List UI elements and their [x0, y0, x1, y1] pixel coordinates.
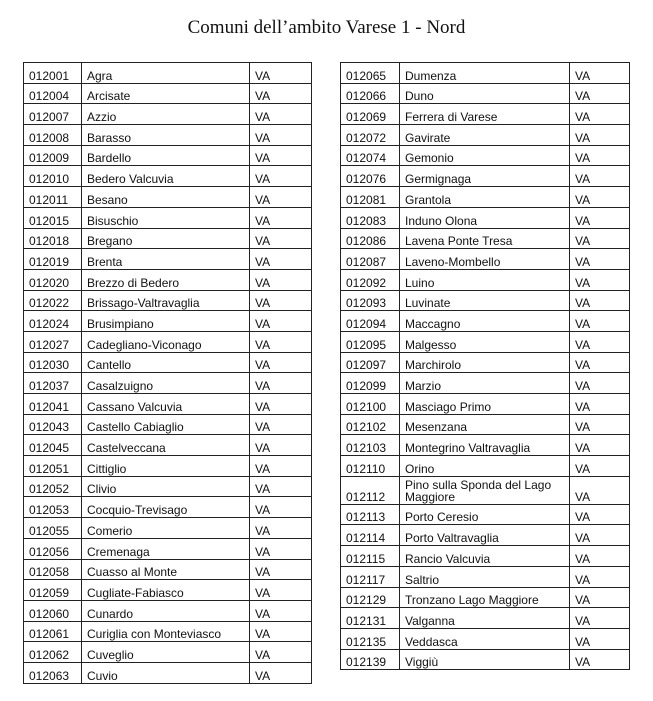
istat-code-cell: 012063 — [24, 662, 82, 683]
table-row — [341, 187, 630, 208]
table-row — [341, 249, 630, 270]
province-cell: VA — [250, 249, 312, 270]
istat-code-cell: 012018 — [24, 228, 82, 249]
istat-code-cell: 012027 — [24, 331, 82, 352]
istat-code-cell: 012095 — [341, 331, 400, 352]
table-row — [24, 642, 312, 663]
province-cell: VA — [570, 207, 630, 228]
table-row — [24, 83, 312, 104]
municipality-name-cell: Bisuschio — [82, 207, 250, 228]
municipality-name-cell: Brissago-Valtravaglia — [82, 290, 250, 311]
province-cell: VA — [250, 538, 312, 559]
province-cell: VA — [570, 587, 630, 608]
istat-code-cell: 012051 — [24, 456, 82, 477]
province-cell: VA — [570, 628, 630, 649]
municipality-name-cell: Brezzo di Bedero — [82, 269, 250, 290]
table-row — [24, 125, 312, 146]
municipality-name-cell: Brenta — [82, 249, 250, 270]
istat-code-cell: 012129 — [341, 587, 400, 608]
province-cell: VA — [250, 518, 312, 539]
province-cell: VA — [250, 394, 312, 415]
table-row — [24, 207, 312, 228]
istat-code-cell: 012053 — [24, 497, 82, 518]
istat-code-cell: 012022 — [24, 290, 82, 311]
istat-code-cell: 012065 — [341, 63, 400, 84]
table-row — [24, 373, 312, 394]
table-row — [24, 621, 312, 642]
table-row — [341, 414, 630, 435]
municipality-name-cell: Castelveccana — [82, 435, 250, 456]
province-cell: VA — [570, 83, 630, 104]
table-row — [24, 497, 312, 518]
table-row — [24, 394, 312, 415]
province-cell: VA — [570, 187, 630, 208]
province-cell: VA — [250, 331, 312, 352]
municipality-name-cell: Casalzuigno — [82, 373, 250, 394]
istat-code-cell: 012037 — [24, 373, 82, 394]
province-cell: VA — [570, 525, 630, 546]
istat-code-cell: 012102 — [341, 414, 400, 435]
istat-code-cell: 012011 — [24, 187, 82, 208]
table-row — [24, 600, 312, 621]
table-row — [341, 63, 630, 84]
municipality-name-cell: Montegrino Valtravaglia — [400, 435, 570, 456]
istat-code-cell: 012074 — [341, 145, 400, 166]
province-cell: VA — [250, 166, 312, 187]
municipality-name-cell: Comerio — [82, 518, 250, 539]
municipality-name-cell: Veddasca — [400, 628, 570, 649]
municipality-name-cell: Bardello — [82, 145, 250, 166]
municipality-name-cell: Cuveglio — [82, 642, 250, 663]
province-cell: VA — [250, 600, 312, 621]
istat-code-cell: 012055 — [24, 518, 82, 539]
istat-code-cell: 012052 — [24, 476, 82, 497]
istat-code-cell: 012139 — [341, 649, 400, 670]
table-row — [341, 394, 630, 415]
province-cell: VA — [250, 435, 312, 456]
table-row — [341, 628, 630, 649]
province-cell: VA — [570, 269, 630, 290]
province-cell: VA — [570, 228, 630, 249]
istat-code-cell: 012060 — [24, 600, 82, 621]
province-cell: VA — [250, 352, 312, 373]
istat-code-cell: 012009 — [24, 145, 82, 166]
istat-code-cell: 012019 — [24, 249, 82, 270]
table-row — [341, 83, 630, 104]
istat-code-cell: 012066 — [341, 83, 400, 104]
province-cell: VA — [250, 311, 312, 332]
municipality-name-cell: Cunardo — [82, 600, 250, 621]
province-cell: VA — [570, 566, 630, 587]
province-cell: VA — [250, 456, 312, 477]
municipality-name-cell: Castello Cabiaglio — [82, 414, 250, 435]
table-row — [24, 538, 312, 559]
province-cell: VA — [250, 497, 312, 518]
table-row — [24, 166, 312, 187]
istat-code-cell: 012076 — [341, 166, 400, 187]
table-row — [24, 311, 312, 332]
province-cell: VA — [250, 228, 312, 249]
istat-code-cell: 012093 — [341, 290, 400, 311]
municipality-name-cell: Cantello — [82, 352, 250, 373]
istat-code-cell: 012103 — [341, 435, 400, 456]
table-row — [341, 352, 630, 373]
province-cell: VA — [250, 83, 312, 104]
municipality-name-cell: Lavena Ponte Tresa — [400, 228, 570, 249]
province-cell: VA — [250, 414, 312, 435]
table-row — [24, 476, 312, 497]
page-title: Comuni dell’ambito Varese 1 - Nord — [187, 17, 466, 38]
province-cell: VA — [570, 249, 630, 270]
municipality-name-cell: Porto Valtravaglia — [400, 525, 570, 546]
municipality-name-cell: Azzio — [82, 104, 250, 125]
province-cell: VA — [250, 104, 312, 125]
province-cell: VA — [570, 394, 630, 415]
municipality-name-cell: Cittiglio — [82, 456, 250, 477]
province-cell: VA — [570, 125, 630, 146]
table-row — [341, 228, 630, 249]
municipality-name-cell: Curiglia con Monteviasco — [82, 621, 250, 642]
table-row — [24, 104, 312, 125]
province-cell: VA — [570, 166, 630, 187]
table-row — [341, 608, 630, 629]
table-row — [341, 373, 630, 394]
istat-code-cell: 012113 — [341, 504, 400, 525]
province-cell: VA — [250, 580, 312, 601]
municipalities-table-left — [23, 62, 312, 684]
municipality-name-cell: Marchirolo — [400, 352, 570, 373]
istat-code-cell: 012110 — [341, 456, 400, 477]
province-cell: VA — [570, 435, 630, 456]
istat-code-cell: 012010 — [24, 166, 82, 187]
table-row — [341, 504, 630, 525]
province-cell: VA — [570, 476, 630, 504]
municipality-name-cell: Marzio — [400, 373, 570, 394]
table-row — [341, 546, 630, 567]
province-cell: VA — [250, 642, 312, 663]
table-row — [24, 249, 312, 270]
table-row — [341, 207, 630, 228]
province-cell: VA — [570, 311, 630, 332]
istat-code-cell: 012097 — [341, 352, 400, 373]
istat-code-cell: 012045 — [24, 435, 82, 456]
province-cell: VA — [570, 104, 630, 125]
table-row — [24, 290, 312, 311]
municipality-name-cell: Clivio — [82, 476, 250, 497]
istat-code-cell: 012112 — [341, 476, 400, 504]
table-row — [24, 662, 312, 683]
municipality-name-cell: Cuasso al Monte — [82, 559, 250, 580]
municipality-name-cell: Pino sulla Sponda del Lago Maggiore — [400, 476, 570, 504]
municipality-name-cell: Orino — [400, 456, 570, 477]
istat-code-cell: 012030 — [24, 352, 82, 373]
province-cell: VA — [250, 621, 312, 642]
istat-code-cell: 012115 — [341, 546, 400, 567]
municipalities-table-right — [340, 62, 630, 670]
istat-code-cell: 012007 — [24, 104, 82, 125]
table-row — [24, 228, 312, 249]
table-row — [24, 352, 312, 373]
table-row — [24, 414, 312, 435]
istat-code-cell: 012072 — [341, 125, 400, 146]
municipality-name-cell: Tronzano Lago Maggiore — [400, 587, 570, 608]
province-cell: VA — [570, 546, 630, 567]
table-row — [24, 63, 312, 84]
municipality-name-cell: Barasso — [82, 125, 250, 146]
table-row — [24, 559, 312, 580]
province-cell: VA — [250, 207, 312, 228]
municipality-name-cell: Maccagno — [400, 311, 570, 332]
table-row — [341, 587, 630, 608]
istat-code-cell: 012114 — [341, 525, 400, 546]
istat-code-cell: 012092 — [341, 269, 400, 290]
province-cell: VA — [570, 649, 630, 670]
table-row — [341, 290, 630, 311]
municipality-name-cell: Valganna — [400, 608, 570, 629]
municipality-name-cell: Laveno-Mombello — [400, 249, 570, 270]
table-row — [341, 435, 630, 456]
istat-code-cell: 012087 — [341, 249, 400, 270]
istat-code-cell: 012099 — [341, 373, 400, 394]
istat-code-cell: 012117 — [341, 566, 400, 587]
table-row — [341, 566, 630, 587]
province-cell: VA — [250, 269, 312, 290]
istat-code-cell: 012020 — [24, 269, 82, 290]
municipality-name-cell: Porto Ceresio — [400, 504, 570, 525]
municipality-name-cell: Grantola — [400, 187, 570, 208]
municipality-name-cell: Bregano — [82, 228, 250, 249]
province-cell: VA — [570, 414, 630, 435]
province-cell: VA — [250, 187, 312, 208]
municipality-name-cell: Malgesso — [400, 331, 570, 352]
istat-code-cell: 012041 — [24, 394, 82, 415]
istat-code-cell: 012061 — [24, 621, 82, 642]
municipality-name-cell: Arcisate — [82, 83, 250, 104]
municipality-name-cell: Viggiù — [400, 649, 570, 670]
province-cell: VA — [570, 331, 630, 352]
province-cell: VA — [250, 373, 312, 394]
province-cell: VA — [250, 125, 312, 146]
table-row — [24, 331, 312, 352]
municipality-name-cell: Masciago Primo — [400, 394, 570, 415]
table-row — [24, 269, 312, 290]
municipality-name-cell: Cadegliano-Viconago — [82, 331, 250, 352]
table-row — [341, 269, 630, 290]
table-row — [341, 456, 630, 477]
istat-code-cell: 012004 — [24, 83, 82, 104]
province-cell: VA — [570, 456, 630, 477]
table-row — [24, 435, 312, 456]
municipality-name-cell: Induno Olona — [400, 207, 570, 228]
table-row — [341, 525, 630, 546]
istat-code-cell: 012058 — [24, 559, 82, 580]
table-row — [24, 187, 312, 208]
istat-code-cell: 012062 — [24, 642, 82, 663]
istat-code-cell: 012086 — [341, 228, 400, 249]
istat-code-cell: 012094 — [341, 311, 400, 332]
istat-code-cell: 012008 — [24, 125, 82, 146]
municipality-name-cell: Bedero Valcuvia — [82, 166, 250, 187]
municipality-name-cell: Gavirate — [400, 125, 570, 146]
province-cell: VA — [250, 145, 312, 166]
municipality-name-cell: Dumenza — [400, 63, 570, 84]
istat-code-cell: 012059 — [24, 580, 82, 601]
istat-code-cell: 012015 — [24, 207, 82, 228]
municipality-name-cell: Cremenaga — [82, 538, 250, 559]
table-row — [341, 145, 630, 166]
table-row — [341, 331, 630, 352]
table-row — [341, 125, 630, 146]
table-row — [341, 476, 630, 504]
istat-code-cell: 012001 — [24, 63, 82, 84]
province-cell: VA — [250, 559, 312, 580]
istat-code-cell: 012043 — [24, 414, 82, 435]
istat-code-cell: 012131 — [341, 608, 400, 629]
municipality-name-cell: Cuvio — [82, 662, 250, 683]
province-cell: VA — [570, 352, 630, 373]
table-row — [24, 456, 312, 477]
municipality-name-cell: Luvinate — [400, 290, 570, 311]
istat-code-cell: 012083 — [341, 207, 400, 228]
istat-code-cell: 012024 — [24, 311, 82, 332]
municipality-name-cell: Rancio Valcuvia — [400, 546, 570, 567]
province-cell: VA — [250, 476, 312, 497]
table-row — [341, 166, 630, 187]
municipality-name-cell: Brusimpiano — [82, 311, 250, 332]
province-cell: VA — [570, 63, 630, 84]
municipality-name-cell: Ferrera di Varese — [400, 104, 570, 125]
province-cell: VA — [250, 662, 312, 683]
table-row — [24, 518, 312, 539]
municipality-name-cell: Mesenzana — [400, 414, 570, 435]
table-row — [341, 104, 630, 125]
province-cell: VA — [250, 290, 312, 311]
istat-code-cell: 012069 — [341, 104, 400, 125]
municipality-name-cell: Besano — [82, 187, 250, 208]
istat-code-cell: 012081 — [341, 187, 400, 208]
municipality-name-cell: Saltrio — [400, 566, 570, 587]
municipality-name-cell: Agra — [82, 63, 250, 84]
table-row — [341, 311, 630, 332]
istat-code-cell: 012056 — [24, 538, 82, 559]
municipality-name-cell: Luino — [400, 269, 570, 290]
province-cell: VA — [570, 608, 630, 629]
province-cell: VA — [570, 145, 630, 166]
province-cell: VA — [570, 504, 630, 525]
municipality-name-cell: Cassano Valcuvia — [82, 394, 250, 415]
municipality-name-cell: Germignaga — [400, 166, 570, 187]
istat-code-cell: 012135 — [341, 628, 400, 649]
province-cell: VA — [250, 63, 312, 84]
province-cell: VA — [570, 290, 630, 311]
municipality-name-cell: Gemonio — [400, 145, 570, 166]
province-cell: VA — [570, 373, 630, 394]
municipality-name-cell: Cugliate-Fabiasco — [82, 580, 250, 601]
municipality-name-cell: Duno — [400, 83, 570, 104]
table-row — [341, 649, 630, 670]
municipality-name-cell: Cocquio-Trevisago — [82, 497, 250, 518]
table-row — [24, 580, 312, 601]
istat-code-cell: 012100 — [341, 394, 400, 415]
table-row — [24, 145, 312, 166]
